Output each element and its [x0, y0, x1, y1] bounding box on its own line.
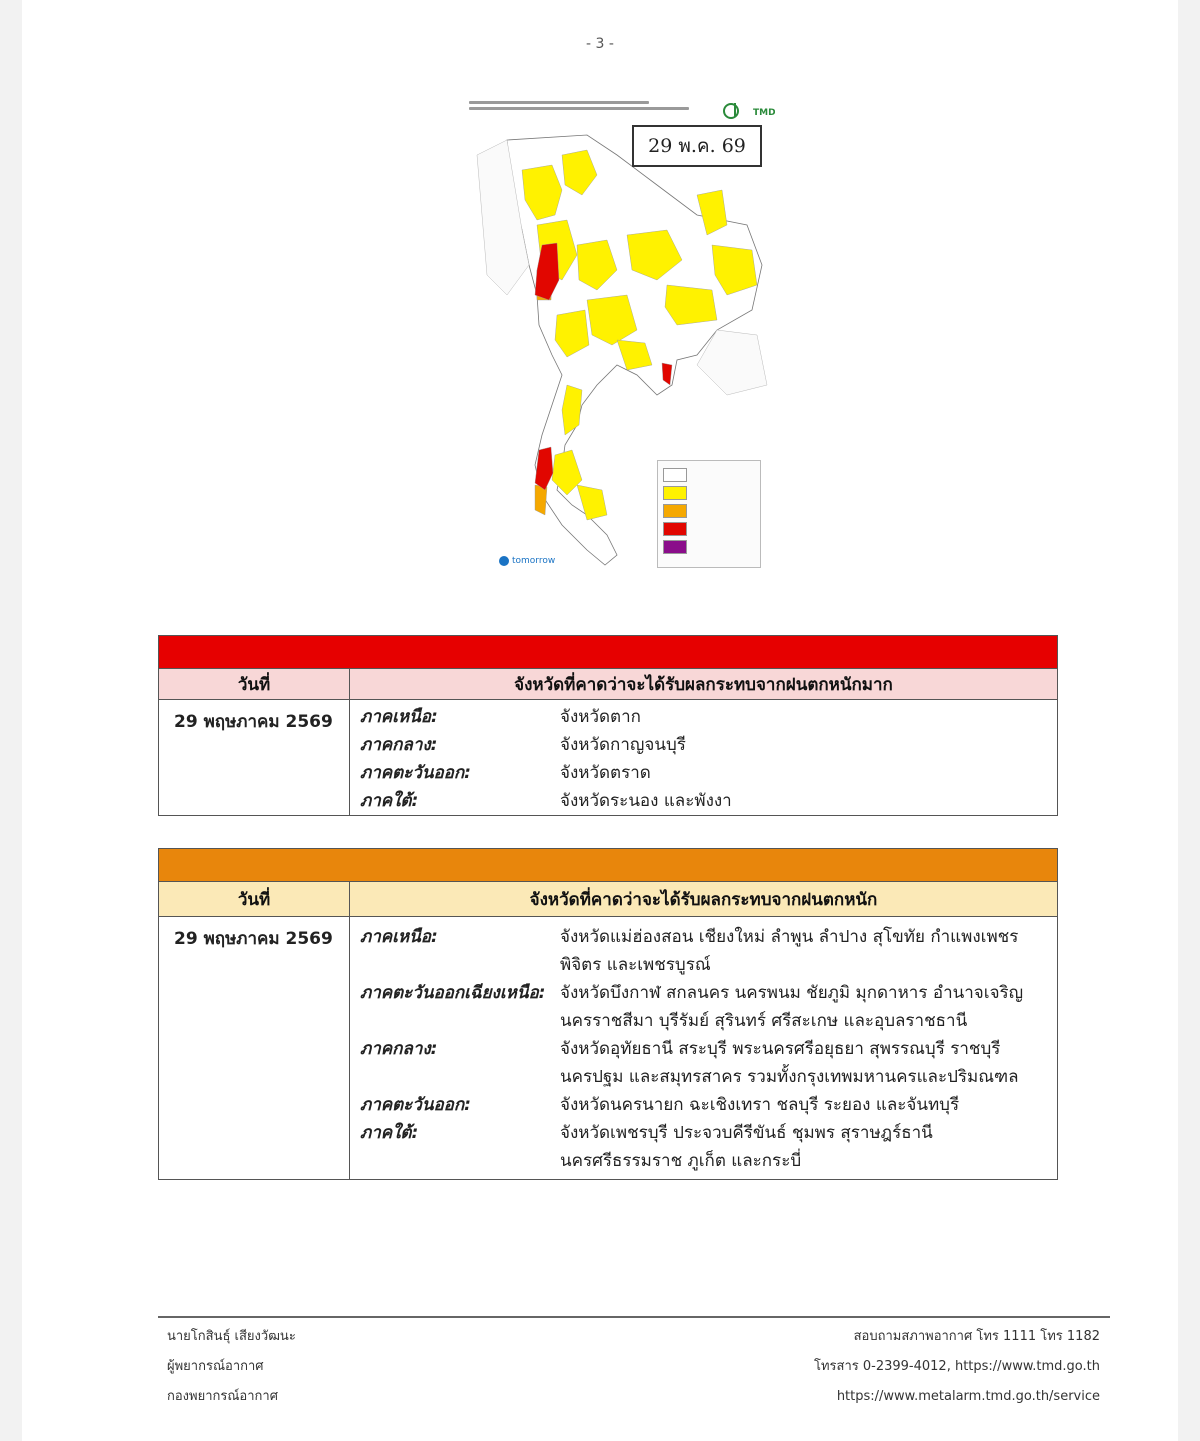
region-provinces: จังหวัดบึงกาฬ สกลนคร นครพนม ชัยภูมิ มุกดาหาร อำนาจเจริญ นครราชสีมา บุรีรัมย์ สุรินทร์ ศรีสะเกษ และอุบลราชธานี	[560, 983, 1024, 1031]
header-title: จังหวัดที่คาดว่าจะได้รับผลกระทบจากฝนตกหนักมาก	[514, 674, 893, 695]
very-heavy-rain-table	[158, 635, 1058, 816]
region-label: ภาคเหนือ:	[360, 707, 438, 727]
svg-text:TMD: TMD	[753, 108, 775, 118]
header-date: วันที่	[159, 669, 350, 699]
tomorrow-logo-icon	[499, 556, 509, 566]
legend-swatch	[663, 540, 687, 554]
footer-signature	[167, 1322, 296, 1412]
map-legend	[657, 460, 761, 568]
date-cell: 29 พฤษภาคม 2569	[159, 917, 350, 1179]
forecaster-name: นายโกสินธุ์ เสียงวัฒนะ	[167, 1329, 296, 1344]
region-label: ภาคใต้:	[360, 1123, 419, 1143]
region-row-central	[360, 731, 1057, 759]
region-provinces: จังหวัดระนอง และพังงา	[560, 791, 732, 811]
region-label: ภาคกลาง:	[360, 735, 438, 755]
header-date: วันที่	[159, 882, 350, 916]
region-provinces: จังหวัดนครนายก ฉะเชิงเทรา ชลบุรี ระยอง และจันทบุรี	[560, 1095, 960, 1115]
tomorrow-logo	[499, 553, 571, 569]
region-provinces: จังหวัดอุทัยธานี สระบุรี พระนครศรีอยุธยา สุพรรณบุรี ราชบุรี นครปฐม และสมุทรสาคร รวมทั้งกรุงเทพมหานครและปริมณฑล	[560, 1039, 1019, 1087]
division-name: กองพยากรณ์อากาศ	[167, 1389, 278, 1404]
page-number: - 3 -	[586, 36, 614, 52]
region-row-north	[360, 923, 1057, 979]
region-provinces: จังหวัดกาญจนบุรี	[560, 735, 686, 755]
document-page	[22, 0, 1178, 1441]
footer-divider	[158, 1316, 1110, 1318]
legend-item-very-heavy	[663, 522, 755, 536]
legend-item-heavy	[663, 504, 755, 518]
date-cell: 29 พฤษภาคม 2569	[159, 700, 350, 815]
region-row-northeast	[360, 979, 1057, 1035]
region-label: ภาคตะวันออกเฉียงเหนือ:	[360, 983, 546, 1003]
tomorrow-logo-text: tomorrow	[512, 556, 556, 566]
region-row-central	[360, 1035, 1057, 1091]
contact-service-link[interactable]: https://www.metalarm.tmd.go.th/service	[836, 1389, 1100, 1404]
rain-forecast-map	[467, 95, 777, 575]
legend-item-extreme	[663, 540, 755, 554]
forecaster-title: ผู้พยากรณ์อากาศ	[167, 1359, 264, 1374]
table-header	[159, 668, 1057, 700]
region-provinces: จังหวัดตราด	[560, 763, 651, 783]
region-label: ภาคตะวันออก:	[360, 763, 471, 783]
legend-swatch	[663, 468, 687, 482]
legend-swatch	[663, 522, 687, 536]
region-label: ภาคใต้:	[360, 791, 419, 811]
heavy-rain-table	[158, 848, 1058, 1180]
legend-swatch	[663, 504, 687, 518]
region-list	[350, 700, 1057, 815]
legend-swatch	[663, 486, 687, 500]
region-row-east	[360, 759, 1057, 787]
region-list	[350, 917, 1057, 1179]
table-header	[159, 881, 1057, 917]
table-body	[159, 917, 1057, 1179]
region-label: ภาคตะวันออก:	[360, 1095, 471, 1115]
region-row-south	[360, 787, 1057, 815]
region-label: ภาคเหนือ:	[360, 927, 438, 947]
region-row-south	[360, 1119, 1057, 1175]
region-label: ภาคกลาง:	[360, 1039, 438, 1059]
footer-contact	[814, 1322, 1100, 1412]
heavy-rain-banner	[159, 849, 1057, 881]
region-row-north	[360, 703, 1057, 731]
map-date-label: 29 พ.ค. 69	[632, 125, 762, 167]
table-body	[159, 700, 1057, 815]
legend-item-light	[663, 468, 755, 482]
region-provinces: จังหวัดเพชรบุรี ประจวบคีรีขันธ์ ชุมพร สุราษฎร์ธานี นครศรีธรรมราช ภูเก็ต และกระบี่	[560, 1123, 933, 1171]
very-heavy-rain-banner	[159, 636, 1057, 668]
contact-fax-website[interactable]: โทรสาร 0-2399-4012, https://www.tmd.go.th	[814, 1359, 1100, 1374]
region-row-east	[360, 1091, 1057, 1119]
contact-phone: สอบถามสภาพอากาศ โทร 1111 โทร 1182	[853, 1329, 1100, 1344]
legend-item-moderate	[663, 486, 755, 500]
region-provinces: จังหวัดแม่ฮ่องสอน เชียงใหม่ ลำพูน ลำปาง สุโขทัย กำแพงเพชร พิจิตร และเพชรบูรณ์	[560, 927, 1019, 975]
region-provinces: จังหวัดตาก	[560, 707, 641, 727]
header-title: จังหวัดที่คาดว่าจะได้รับผลกระทบจากฝนตกหนัก	[529, 889, 878, 910]
